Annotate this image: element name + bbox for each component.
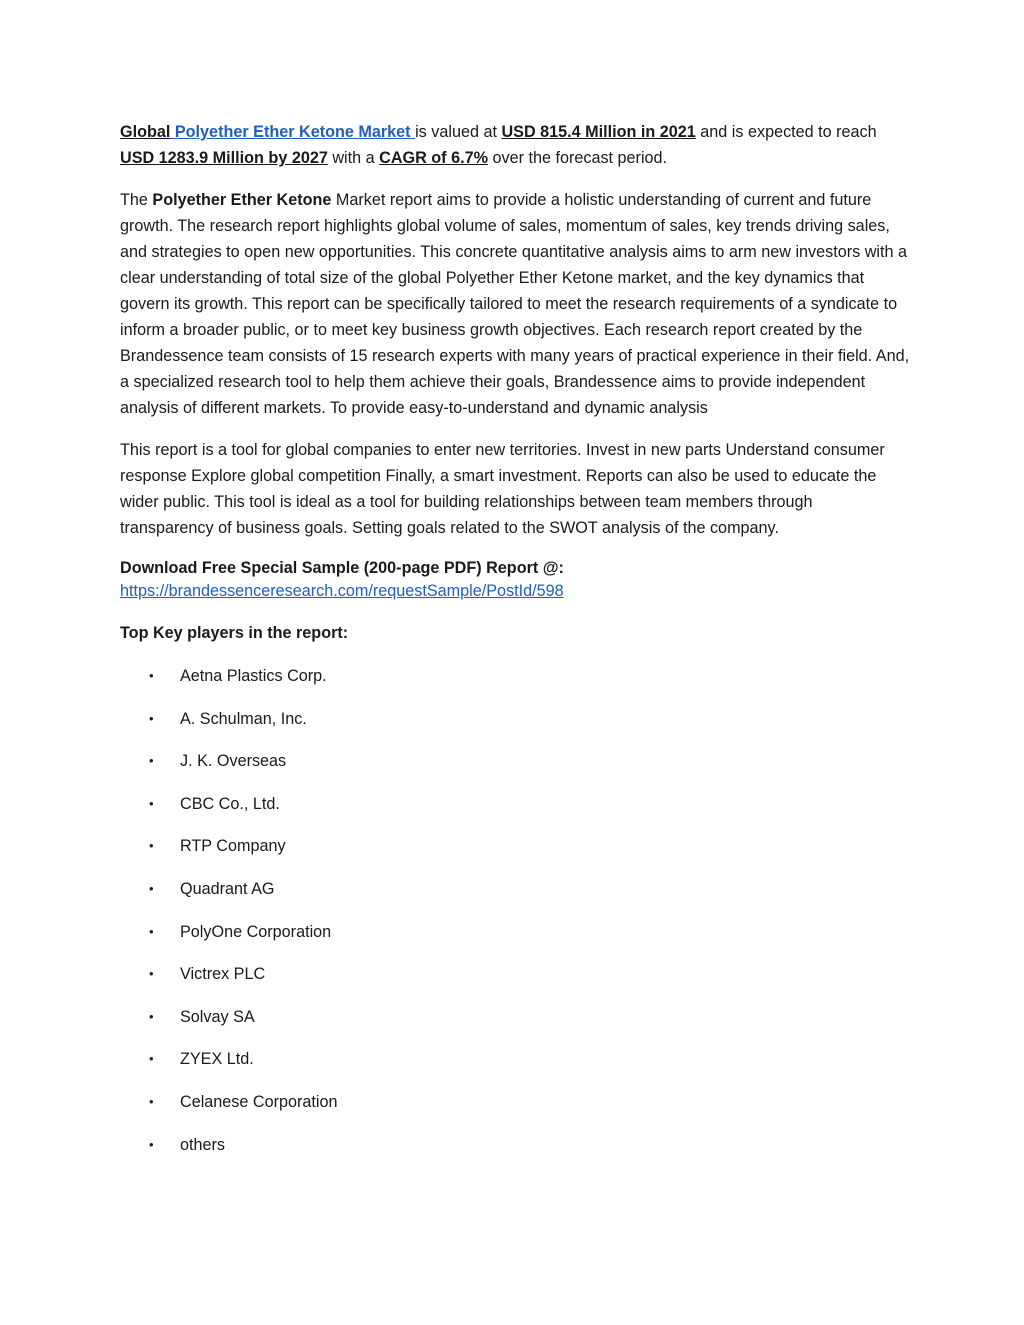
list-item bbox=[120, 961, 910, 1004]
list-item bbox=[120, 919, 910, 962]
bullet-icon: • bbox=[149, 966, 154, 982]
player-name: Solvay SA bbox=[180, 1007, 255, 1026]
intro-text-1: is valued at bbox=[415, 123, 502, 141]
player-name: Celanese Corporation bbox=[180, 1092, 338, 1111]
key-players-list bbox=[120, 663, 910, 1174]
bullet-icon: • bbox=[149, 1008, 154, 1024]
list-item bbox=[120, 1089, 910, 1132]
list-item bbox=[120, 791, 910, 834]
list-item bbox=[120, 663, 910, 706]
download-link[interactable]: https://brandessenceresearch.com/requestSample/PostId/598 bbox=[120, 582, 564, 600]
bullet-icon: • bbox=[149, 1051, 154, 1067]
intro-paragraph bbox=[120, 119, 910, 171]
player-name: Quadrant AG bbox=[180, 879, 275, 898]
intro-text-3: with a bbox=[327, 149, 380, 167]
list-item bbox=[120, 876, 910, 919]
list-item bbox=[120, 1046, 910, 1089]
value-2021: USD 815.4 Million in 2021 bbox=[501, 123, 696, 141]
player-name: RTP Company bbox=[180, 837, 286, 856]
document-page bbox=[120, 119, 910, 1174]
player-name: A. Schulman, Inc. bbox=[180, 709, 307, 728]
overview-product: Polyether Ether Ketone bbox=[152, 191, 332, 209]
list-item bbox=[120, 833, 910, 876]
intro-text-4: over the forecast period. bbox=[487, 149, 668, 167]
player-name: Aetna Plastics Corp. bbox=[180, 667, 327, 685]
player-name: CBC Co., Ltd. bbox=[180, 794, 280, 813]
key-players-heading bbox=[120, 620, 910, 646]
key-players-heading-text: Top Key players in the report: bbox=[120, 624, 349, 642]
bullet-icon: • bbox=[149, 838, 154, 854]
player-name: ZYEX Ltd. bbox=[180, 1050, 254, 1069]
global-label: Global bbox=[120, 123, 171, 141]
player-name: Victrex PLC bbox=[180, 965, 266, 984]
list-item bbox=[120, 1132, 910, 1175]
bullet-icon: • bbox=[149, 880, 154, 896]
player-name: J. K. Overseas bbox=[180, 752, 287, 771]
list-item bbox=[120, 706, 910, 749]
bullet-icon: • bbox=[149, 795, 154, 811]
download-block bbox=[120, 557, 910, 603]
list-item bbox=[120, 748, 910, 791]
tool-paragraph: This report is a tool for global companies to enter new territories. Invest in new parts Understand consumer response Explore global competition Finally, a smart investment. Reports can also be used to educate the wider public. This tool is ideal as a tool for building relationships between team members through transparency of business goals. Setting goals related to the SWOT analysis of the company. bbox=[120, 441, 885, 537]
cagr-value: CAGR of 6.7% bbox=[379, 149, 488, 167]
bullet-icon: • bbox=[149, 1093, 154, 1109]
bullet-icon: • bbox=[149, 1136, 154, 1152]
player-name: others bbox=[180, 1135, 225, 1154]
market-link[interactable]: Polyether Ether Ketone Market bbox=[174, 123, 416, 141]
bullet-icon: • bbox=[149, 753, 154, 769]
overview-paragraph bbox=[120, 187, 910, 421]
download-label: Download Free Special Sample (200-page PDF) Report @: bbox=[120, 559, 564, 577]
overview-the: The bbox=[120, 191, 153, 209]
bullet-icon: • bbox=[149, 923, 154, 939]
intro-text-2: and is expected to reach bbox=[695, 123, 877, 141]
bullet-icon: • bbox=[149, 668, 154, 683]
overview-body: Market report aims to provide a holistic understanding of current and future growth. The research report highlights global volume of sales, momentum of sales, key trends driving sales, and strategies to open new opportunities. This concrete quantitative analysis aims to arm new investors with a clear understanding of total size of the global Polyether Ether Ketone market, and the key dynamics that govern its growth. This report can be specifically tailored to meet the research requirements of a syndicate to inform a broader public, or to meet key business growth objectives. Each research report created by the Brandessence team consists of 15 research experts with many years of practical experience in their field. And, a specialized research tool to help them achieve their goals, Brandessence aims to provide independent analysis of different markets. To provide easy-to-understand and dynamic analysis bbox=[120, 191, 910, 417]
player-name: PolyOne Corporation bbox=[180, 922, 332, 941]
list-item bbox=[120, 1004, 910, 1047]
value-2027: USD 1283.9 Million by 2027 bbox=[120, 149, 328, 167]
bullet-icon: • bbox=[149, 710, 154, 726]
